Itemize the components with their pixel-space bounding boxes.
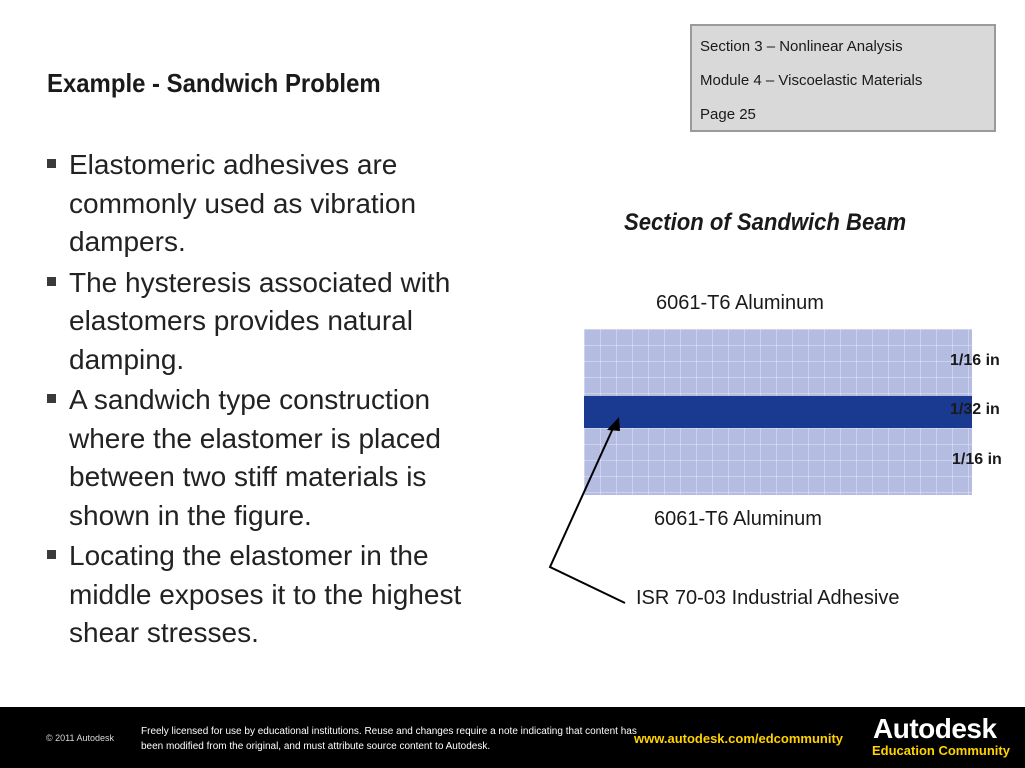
- education-community-label: Education Community: [872, 743, 1010, 758]
- bullet-square-icon: [47, 550, 56, 559]
- footer-bar: [0, 707, 1025, 768]
- bullet-square-icon: [47, 159, 56, 168]
- section-label: Section 3 – Nonlinear Analysis: [700, 38, 903, 55]
- bullet-text: The hysteresis associated with elastomers provides natural damping.: [69, 266, 451, 375]
- figure-title: Section of Sandwich Beam: [624, 209, 907, 236]
- module-label: Module 4 – Viscoelastic Materials: [700, 72, 923, 89]
- bullet-text: Elastomeric adhesives are commonly used as vibration dampers.: [69, 149, 417, 257]
- bullet-item: [47, 264, 497, 380]
- middle-thickness-label: 1/32 in: [950, 401, 1000, 418]
- page-number: Page 25: [700, 106, 756, 123]
- top-aluminum-layer: [584, 329, 972, 396]
- top-thickness-label: 1/16 in: [950, 352, 1000, 369]
- autodesk-logo: Autodesk: [873, 713, 997, 744]
- bullet-text: Locating the elastomer in the middle exposes it to the highest shear stresses.: [69, 540, 462, 648]
- slide-title: Example - Sandwich Problem: [47, 68, 381, 98]
- top-material-label: 6061-T6 Aluminum: [656, 292, 824, 314]
- bullet-list: [47, 146, 497, 655]
- bullet-item: [47, 381, 497, 535]
- bottom-thickness-label: 1/16 in: [952, 451, 1002, 468]
- bullet-square-icon: [47, 394, 56, 403]
- bottom-material-label: 6061-T6 Aluminum: [654, 508, 822, 530]
- community-link[interactable]: www.autodesk.com/edcommunity: [634, 731, 844, 746]
- adhesive-label: ISR 70-03 Industrial Adhesive: [636, 587, 900, 609]
- section-info-box: [690, 24, 996, 132]
- bullet-text: A sandwich type construction where the elastomer is placed between two stiff materials is shown in the figure.: [69, 384, 441, 531]
- bottom-aluminum-layer: [584, 428, 972, 495]
- adhesive-layer: [584, 396, 972, 428]
- bullet-item: [47, 146, 497, 262]
- sandwich-beam-diagram: [584, 329, 972, 495]
- bullet-item: [47, 537, 497, 653]
- license-notice: Freely licensed for use by educational institutions. Reuse and changes require a note indicating that content has been modified from the original, and must attribute source content to Autodesk.: [141, 726, 637, 752]
- bullet-square-icon: [47, 277, 56, 286]
- copyright-text: © 2011 Autodesk: [46, 733, 115, 743]
